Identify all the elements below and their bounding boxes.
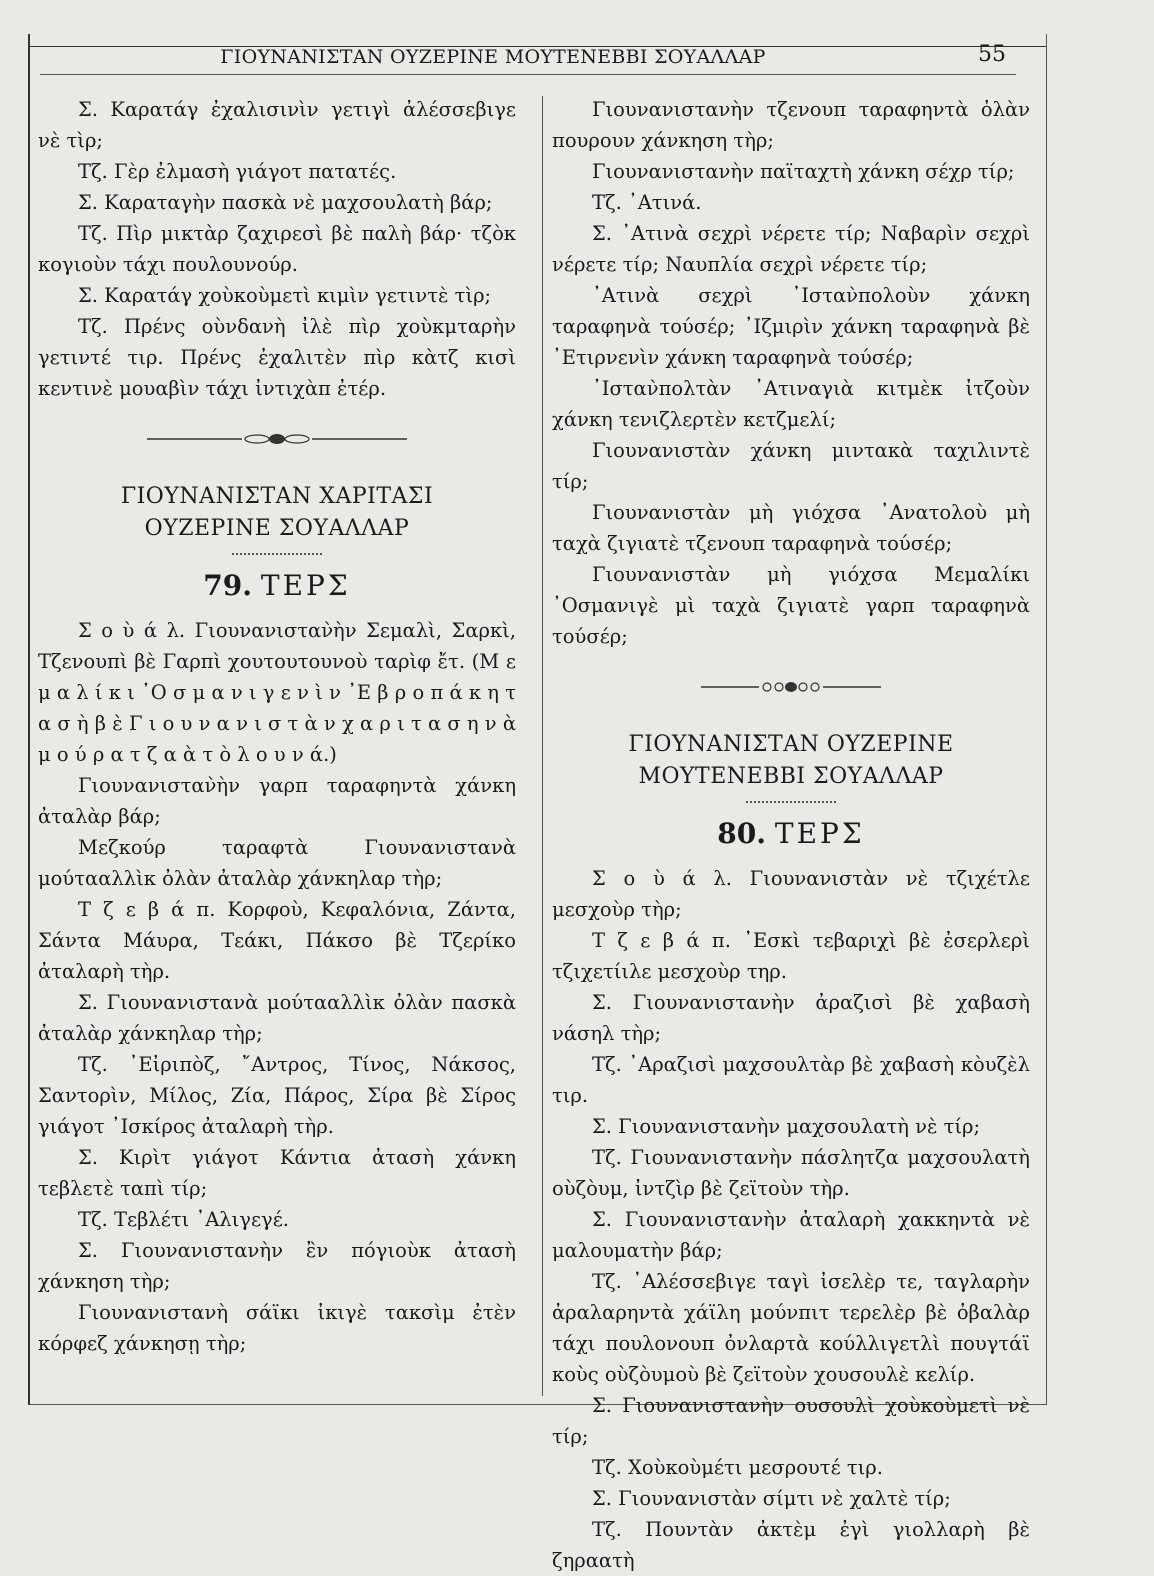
- paragraph: Γιουνανιστανὴν παϊταχτὴ χάνκη σέχρ τίρ;: [592, 160, 1015, 183]
- squiggle-rule: [746, 795, 836, 803]
- lesson-number: 80.: [717, 817, 767, 850]
- paragraph: Γιουνανισταν̀ὴν γαρπ ταραφηντὰ χάνκη ἀταλὰρ βάρ;: [38, 774, 516, 828]
- book-page: [28, 34, 1047, 1572]
- paragraph: Τζ. Γιουνανιστανὴν πάσλητζα μαχσουλατὴ οὺζὸυμ, ἰντζὶρ βὲ ζεϊτοὺν τὴρ.: [552, 1146, 1030, 1200]
- paragraph: Τζ. Πουντὰν ἀκτὲμ ἐγὶ γιολλαρὴ βὲ ζηραατὴ: [552, 1518, 1030, 1572]
- column-divider: [542, 96, 543, 1396]
- paragraph: Σ ο ὺ ά λ. Γιουνανισταν̀ὴν Σεμαλὶ, Σαρκὶ, Τζενουπὶ βὲ Γαρπὶ χουτουτουνοὺ ταρὶφ ἔτ. (Μ ε μ α λ ί κ ι ᾽Ο σ μ α ν ι γ ε ν ὶ ν ᾽Ε β ρ ο π ά κ η τ α σ ὴ β ὲ Γ ι ο υ ν α ν ι σ τ ὰ ν χ α ρ ι τ α σ η ν ὰ μ ο ύ ρ α τ ζ α ὰ τ ὸ λ ο υ ν ά.): [38, 619, 516, 766]
- paragraph: Τζ. Γὲρ ἐλμασὴ γιάγοτ πατατές.: [78, 160, 397, 183]
- paragraph: ᾽Ισταν̀πολτὰν ᾽Ατιναγιὰ κιτμὲκ ἰτζοὺν χάνκη τενιζλερτὲν κετζμελί;: [552, 377, 1030, 431]
- lesson-label: ΤΕΡΣ: [260, 569, 351, 602]
- paragraph: Γιουνανιστὰν μὴ γιόχσα ᾽Ανατολοὺ μὴ ταχὰ ζιγιατὲ τζενουπ ταραφηνὰ τούσέρ;: [552, 501, 1030, 555]
- lesson-heading: [552, 817, 1030, 851]
- ornament-divider: [552, 672, 1030, 703]
- lesson-number: 79.: [203, 569, 253, 602]
- ornament-icon: [701, 680, 881, 694]
- paragraph: Σ. ᾽Ατινὰ σεχρὶ νέρετε τίρ; Ναβαρὶν σεχρὶ νέρετε τίρ; Ναυπλία σεχρὶ νέρετε τίρ;: [552, 222, 1030, 276]
- running-header: ΓΙΟΥΝΑΝΙΣΤΑΝ ΟΥΖΕΡΙΝΕ ΜΟΥΤΕΝΕΒΒΙ ΣΟΥΑΛΛΑΡ: [220, 46, 766, 68]
- paragraph: Γιουνανιστανὴ σάϊκι ἰκιγὲ τακσὶμ ἐτὲν κόρφεζ χάνκησῃ τὴρ;: [38, 1301, 516, 1355]
- paragraph: Τζ. Χοὺκοὺμέτι μεσρουτέ τιρ.: [592, 1456, 883, 1479]
- paragraph: Σ. Κιρὶτ γιάγοτ Κάντια ἀτασὴ χάνκη τεβλετὲ ταπὶ τίρ;: [38, 1146, 516, 1200]
- lesson-label: ΤΕΡΣ: [774, 817, 865, 850]
- section-title: ΓΙΟΥΝΑΝΙΣΤΑΝ ΧΑΡΙΤΑΣΙ: [120, 484, 434, 509]
- paragraph: Γιουνανιστανὴν τζενουπ ταραφηντὰ ὀλὰν πουρουν χάνκηση τὴρ;: [552, 98, 1030, 152]
- paragraph: Τ ζ ε β ά π. ᾽Εσκὶ τεβαριχὶ βὲ ἐσερλερὶ τζιχετίιλε μεσχοὺρ τηρ.: [552, 929, 1030, 983]
- paragraph: Τ ζ ε β ά π. Κορφοὺ, Κεφαλόνια, Ζάντα, Σάντα Μάυρα, Τεάκι, Πάκσο βὲ Τζερίκο ἀταλαρὴ τὴρ.: [38, 898, 516, 983]
- paragraph: Σ. Καρατάγ ἐχαλισινὶν γετιγὶ ἀλέσσεβιγε νὲ τὶρ;: [38, 98, 516, 152]
- paragraph: Τζ. Πὶρ μικτὰρ ζαχιρεσὶ βὲ παλὴ βάρ· τζὸκ κογιοὺν τάχι πουλουνούρ.: [38, 222, 516, 276]
- paragraph: Σ. Γιουνανιστανὴν ἒν πόγιοὺκ ἀτασὴ χάνκηση τὴρ;: [38, 1239, 516, 1293]
- paragraph: Σ. Γιουνανιστὰν σίμτι νὲ χαλτὲ τίρ;: [592, 1487, 951, 1510]
- header-rule: [40, 74, 1016, 75]
- ornament-divider: [38, 424, 516, 455]
- section-title: ΓΙΟΥΝΑΝΙΣΤΑΝ ΟΥΖΕΡΙΝΕ: [628, 732, 954, 757]
- page-number: 55: [978, 42, 1006, 67]
- paragraph: Τζ. ᾽Αραζισὶ μαχσουλτὰρ βὲ χαβασὴ κὸυζὲλ τιρ.: [552, 1053, 1030, 1107]
- squiggle-rule: [232, 547, 322, 555]
- section-title: ΟΥΖΕΡΙΝΕ ΣΟΥΑΛΛΑΡ: [144, 516, 410, 541]
- paragraph: Μεζκούρ ταραφτὰ Γιουνανιστανὰ μούτααλλὶκ ὀλὰν ἀταλὰρ χάνκηλαρ τὴρ;: [38, 836, 516, 890]
- paragraph: Τζ. Τεβλέτι ᾽Αλιγεγέ.: [78, 1208, 289, 1231]
- paragraph: Τζ. Πρένς οὺνδανὴ ἰλὲ πὶρ χοὺκμταρὴν γετιντέ τιρ. Πρένς ἐχαλιτὲν πὶρ κὰτζ κισὶ κεντινὲ μουαβὶν τάχι ἰντιχὰπ ἐτέρ.: [38, 315, 516, 400]
- ornament-icon: [147, 432, 407, 446]
- paragraph: Σ. Γιουνανιστανὰ μούτααλλὶκ ὀλὰν πασκὰ ἀταλὰρ χάνκηλαρ τὴρ;: [38, 991, 516, 1045]
- paragraph: Γιουνανιστὰν μὴ γιόχσα Μεμαλίκι ᾽Οσμανιγὲ μὶ ταχὰ ζιγιατὲ γαρπ ταραφηνὰ τούσέρ;: [552, 563, 1030, 648]
- paragraph: Σ. Καρατάγ χοὺκοὺμετὶ κιμὶν γετιντὲ τὶρ;: [78, 284, 492, 307]
- paragraph: Γιουνανιστὰν χάνκη μιντακὰ ταχιλιντὲ τίρ;: [552, 439, 1030, 493]
- paragraph: Σ. Καραταγὴν πασκὰ νὲ μαχσουλατὴ βάρ;: [78, 191, 493, 214]
- paragraph: Σ. Γιουνανιστανὴν ἀραζισὶ βὲ χαβασὴ νάσηλ τὴρ;: [552, 991, 1030, 1045]
- lesson-heading: [38, 569, 516, 603]
- paragraph: Σ. Γιουνανιστανὴν ουσουλὶ χοὺκοὺμετὶ νὲ τίρ;: [552, 1394, 1030, 1448]
- paragraph: Τζ. ᾽Ατινά.: [592, 191, 702, 214]
- paragraph: Σ. Γιουνανιστανὴν ἀταλαρὴ χακκηντὰ νὲ μαλουματὴν βάρ;: [552, 1208, 1030, 1262]
- paragraph: Σ. Γιουνανιστανὴν μαχσουλατὴ νὲ τίρ;: [592, 1115, 981, 1138]
- section-title: ΜΟΥΤΕΝΕΒΒΙ ΣΟΥΑΛΛΑΡ: [638, 764, 944, 789]
- paragraph: Τζ. ᾽Εἰριπὸζ, ῎Αντρος, Τίνος, Νάκσος, Σαντορὶν, Μίλος, Ζία, Πάρος, Σίρα βὲ Σίρος γιάγοτ ᾽Ισκίρος ἀταλαρὴ τὴρ.: [38, 1053, 516, 1138]
- paragraph: ᾽Ατινὰ σεχρὶ ᾽Ισταν̀πολοὺν χάνκη ταραφηνὰ τούσέρ; ᾽Ιζμιρὶν χάνκη ταραφηνὰ βὲ ᾽Ετιρνενὶν χάνκη ταραφηνὰ τούσέρ;: [552, 284, 1030, 369]
- paragraph: Σ ο ὺ ά λ. Γιουνανιστὰν νὲ τζιχέτλε μεσχοὺρ τὴρ;: [552, 867, 1030, 921]
- right-column: [552, 94, 1030, 1576]
- paragraph: Τζ. ᾽Αλέσσεβιγε ταγὶ ἰσελὲρ τε, ταγλαρὴν ἀραλαρηντὰ χάϊλη μούνπιτ τερελὲρ βὲ ὀβαλὰρ τάχι πουλονουπ ὀνλαρτὰ κούλλιγετλὶ πουγτάϊ κοὺς οὺζὸυμοὺ βὲ ζεϊτοὺν χουσουλὲ κελίρ.: [552, 1270, 1030, 1386]
- left-column: [38, 94, 516, 1359]
